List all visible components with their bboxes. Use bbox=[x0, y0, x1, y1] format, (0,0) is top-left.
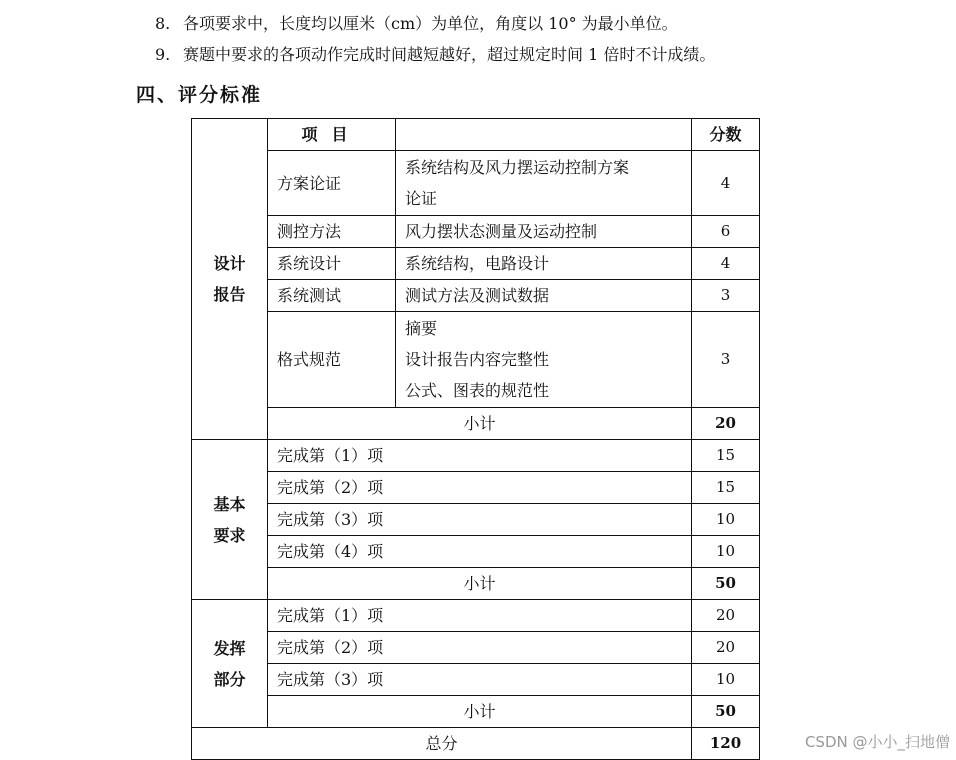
category-label: 要求 bbox=[213, 525, 246, 545]
table-row bbox=[192, 151, 760, 216]
total-value: 120 bbox=[692, 728, 760, 760]
table-row bbox=[192, 504, 760, 536]
item-cell: 完成第（1）项 bbox=[268, 440, 692, 472]
score-cell: 15 bbox=[692, 440, 760, 472]
subtotal-row bbox=[192, 696, 760, 728]
table-row bbox=[192, 312, 760, 408]
content-cell bbox=[396, 216, 692, 248]
watermark: CSDN @小小_扫地僧 bbox=[804, 733, 950, 751]
score-cell: 3 bbox=[692, 280, 760, 312]
item-cell: 完成第（2）项 bbox=[268, 632, 692, 664]
table-row bbox=[192, 600, 760, 632]
score-cell: 10 bbox=[692, 504, 760, 536]
score-cell: 10 bbox=[692, 664, 760, 696]
content-line: 风力摆状态测量及运动控制 bbox=[405, 222, 598, 241]
subtotal-value: 50 bbox=[692, 568, 760, 600]
content-cell bbox=[396, 312, 692, 408]
subtotal-label: 小计 bbox=[268, 568, 692, 600]
subtotal-row bbox=[192, 568, 760, 600]
table-row bbox=[192, 280, 760, 312]
item-cell: 完成第（4）项 bbox=[268, 536, 692, 568]
table-row bbox=[192, 472, 760, 504]
content-cell bbox=[396, 248, 692, 280]
table-row bbox=[192, 248, 760, 280]
item-cell: 完成第（2）项 bbox=[268, 472, 692, 504]
score-cell: 20 bbox=[692, 600, 760, 632]
content-line: 公式、图表的规范性 bbox=[405, 381, 550, 400]
content-cell bbox=[396, 151, 692, 216]
score-cell: 20 bbox=[692, 632, 760, 664]
item-cell: 系统测试 bbox=[268, 280, 396, 312]
score-cell: 4 bbox=[692, 248, 760, 280]
scoring-table bbox=[191, 118, 760, 760]
table-row bbox=[192, 632, 760, 664]
category-cell bbox=[192, 440, 268, 600]
category-label: 报告 bbox=[213, 285, 246, 304]
content-line: 系统结构，电路设计 bbox=[405, 254, 550, 273]
category-label: 发挥 bbox=[213, 638, 246, 658]
content-line: 系统结构及风力摆运动控制方案 bbox=[405, 158, 630, 177]
item-cell: 系统设计 bbox=[268, 248, 396, 280]
content-cell bbox=[396, 280, 692, 312]
total-label: 总分 bbox=[192, 728, 692, 760]
subtotal-value: 50 bbox=[692, 696, 760, 728]
content-line: 测试方法及测试数据 bbox=[405, 286, 550, 305]
header-item: 项目 bbox=[268, 119, 396, 151]
subtotal-label: 小计 bbox=[268, 696, 692, 728]
content-line: 摘要 bbox=[405, 319, 438, 338]
item-number: 8. bbox=[155, 14, 171, 33]
table-header-row bbox=[192, 119, 760, 151]
item-text: 各项要求中，长度均以厘米（cm）为单位，角度以 10° 为最小单位。 bbox=[183, 14, 678, 33]
header-blank-cell bbox=[192, 119, 268, 440]
table-row bbox=[192, 216, 760, 248]
subtotal-row bbox=[192, 408, 760, 440]
score-cell: 3 bbox=[692, 312, 760, 408]
table-row bbox=[192, 536, 760, 568]
item-cell: 测控方法 bbox=[268, 216, 396, 248]
content-line: 设计报告内容完整性 bbox=[405, 350, 550, 369]
score-cell: 10 bbox=[692, 536, 760, 568]
header-score: 分数 bbox=[692, 119, 760, 151]
table-row bbox=[192, 664, 760, 696]
requirement-item-9 bbox=[155, 43, 715, 67]
category-label: 设计 bbox=[213, 254, 246, 273]
category-label: 基本 bbox=[213, 494, 246, 514]
total-row bbox=[192, 728, 760, 760]
header-content-blank bbox=[396, 119, 692, 151]
content-line: 论证 bbox=[405, 189, 438, 208]
requirement-item-8 bbox=[155, 12, 678, 36]
subtotal-value: 20 bbox=[692, 408, 760, 440]
category-cell bbox=[192, 600, 268, 728]
score-cell: 4 bbox=[692, 151, 760, 216]
item-text: 赛题中要求的各项动作完成时间越短越好，超过规定时间 1 倍时不计成绩。 bbox=[183, 45, 716, 64]
item-cell: 格式规范 bbox=[268, 312, 396, 408]
subtotal-label: 小计 bbox=[268, 408, 692, 440]
section-heading: 四、评分标准 bbox=[136, 84, 263, 106]
category-label: 部分 bbox=[213, 669, 246, 689]
item-number: 9. bbox=[155, 45, 171, 64]
item-cell: 完成第（3）项 bbox=[268, 664, 692, 696]
score-cell: 6 bbox=[692, 216, 760, 248]
table-row bbox=[192, 440, 760, 472]
item-cell: 完成第（1）项 bbox=[268, 600, 692, 632]
item-cell: 完成第（3）项 bbox=[268, 504, 692, 536]
score-cell: 15 bbox=[692, 472, 760, 504]
item-cell: 方案论证 bbox=[268, 151, 396, 216]
